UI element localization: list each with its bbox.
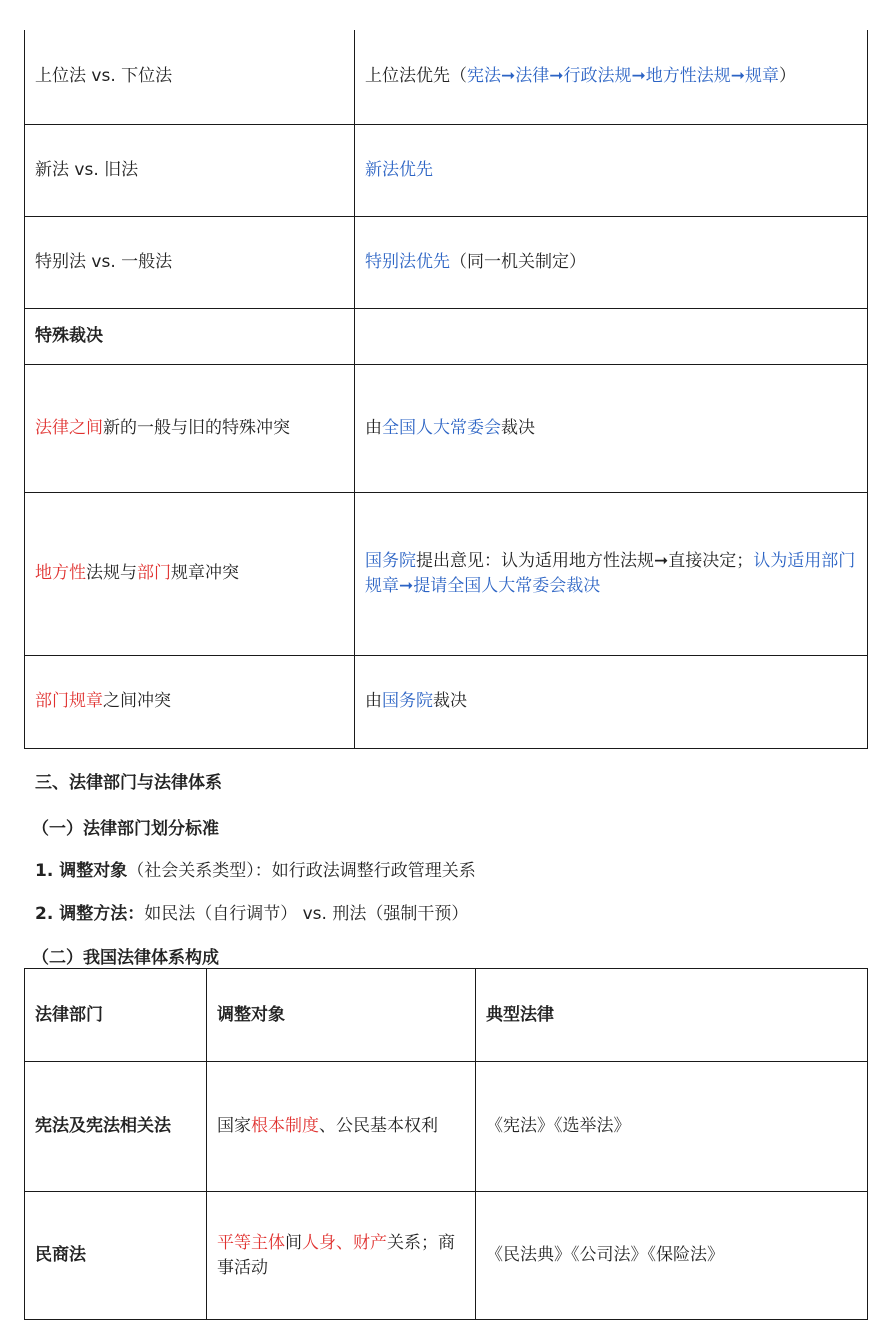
object-cell: 平等主体间人身、财产关系；商事活动: [207, 1192, 476, 1320]
empty-cell: [355, 308, 868, 364]
column-header: 典型法律: [476, 969, 868, 1062]
table-row: [25, 1062, 868, 1192]
criteria-item: 1. 调整对象（社会关系类型）：如行政法调整行政管理关系: [35, 861, 476, 881]
column-header: 法律部门: [25, 969, 207, 1062]
laws-cell: 《宪法》《选举法》: [476, 1062, 868, 1192]
conflict-rules-table: [24, 30, 868, 749]
table-row: [25, 124, 868, 216]
rule-cell: 由国务院裁决: [355, 655, 868, 748]
rule-cell: 地方性法规与部门规章冲突: [25, 492, 355, 655]
subsection-title: （一）法律部门划分标准: [32, 819, 219, 839]
table-header-row: [25, 969, 868, 1062]
rule-cell: 法律之间新的一般与旧的特殊冲突: [25, 364, 355, 492]
rule-cell: 上位法优先（宪法➞法律➞行政法规➞地方性法规➞规章）: [355, 30, 868, 124]
section-title: 三、法律部门与法律体系: [35, 773, 222, 793]
table-row: [25, 308, 868, 364]
column-header: 调整对象: [207, 969, 476, 1062]
rule-cell: 由全国人大常委会裁决: [355, 364, 868, 492]
rule-cell: 部门规章之间冲突: [25, 655, 355, 748]
table-row: [25, 30, 868, 124]
dept-cell: 宪法及宪法相关法: [25, 1062, 207, 1192]
subsection-title: （二）我国法律体系构成: [32, 948, 219, 968]
rule-cell: 上位法 vs. 下位法: [25, 30, 355, 124]
rule-cell: 特别法优先（同一机关制定）: [355, 216, 868, 308]
special-header-cell: 特殊裁决: [25, 308, 355, 364]
table-row: [25, 1192, 868, 1320]
table-row: [25, 655, 868, 748]
dept-cell: 民商法: [25, 1192, 207, 1320]
rule-cell: 新法 vs. 旧法: [25, 124, 355, 216]
rule-cell: 国务院提出意见：认为适用地方性法规➞直接决定；认为适用部门规章➞提请全国人大常委会裁决: [355, 492, 868, 655]
rule-cell: 特别法 vs. 一般法: [25, 216, 355, 308]
laws-cell: 《民法典》《公司法》《保险法》: [476, 1192, 868, 1320]
table-row: [25, 364, 868, 492]
legal-system-table: [24, 968, 868, 1320]
table-row: [25, 216, 868, 308]
criteria-item: 2. 调整方法：如民法（自行调节） vs. 刑法（强制干预）: [35, 904, 469, 924]
rule-cell: 新法优先: [355, 124, 868, 216]
object-cell: 国家根本制度、公民基本权利: [207, 1062, 476, 1192]
table-row: [25, 492, 868, 655]
